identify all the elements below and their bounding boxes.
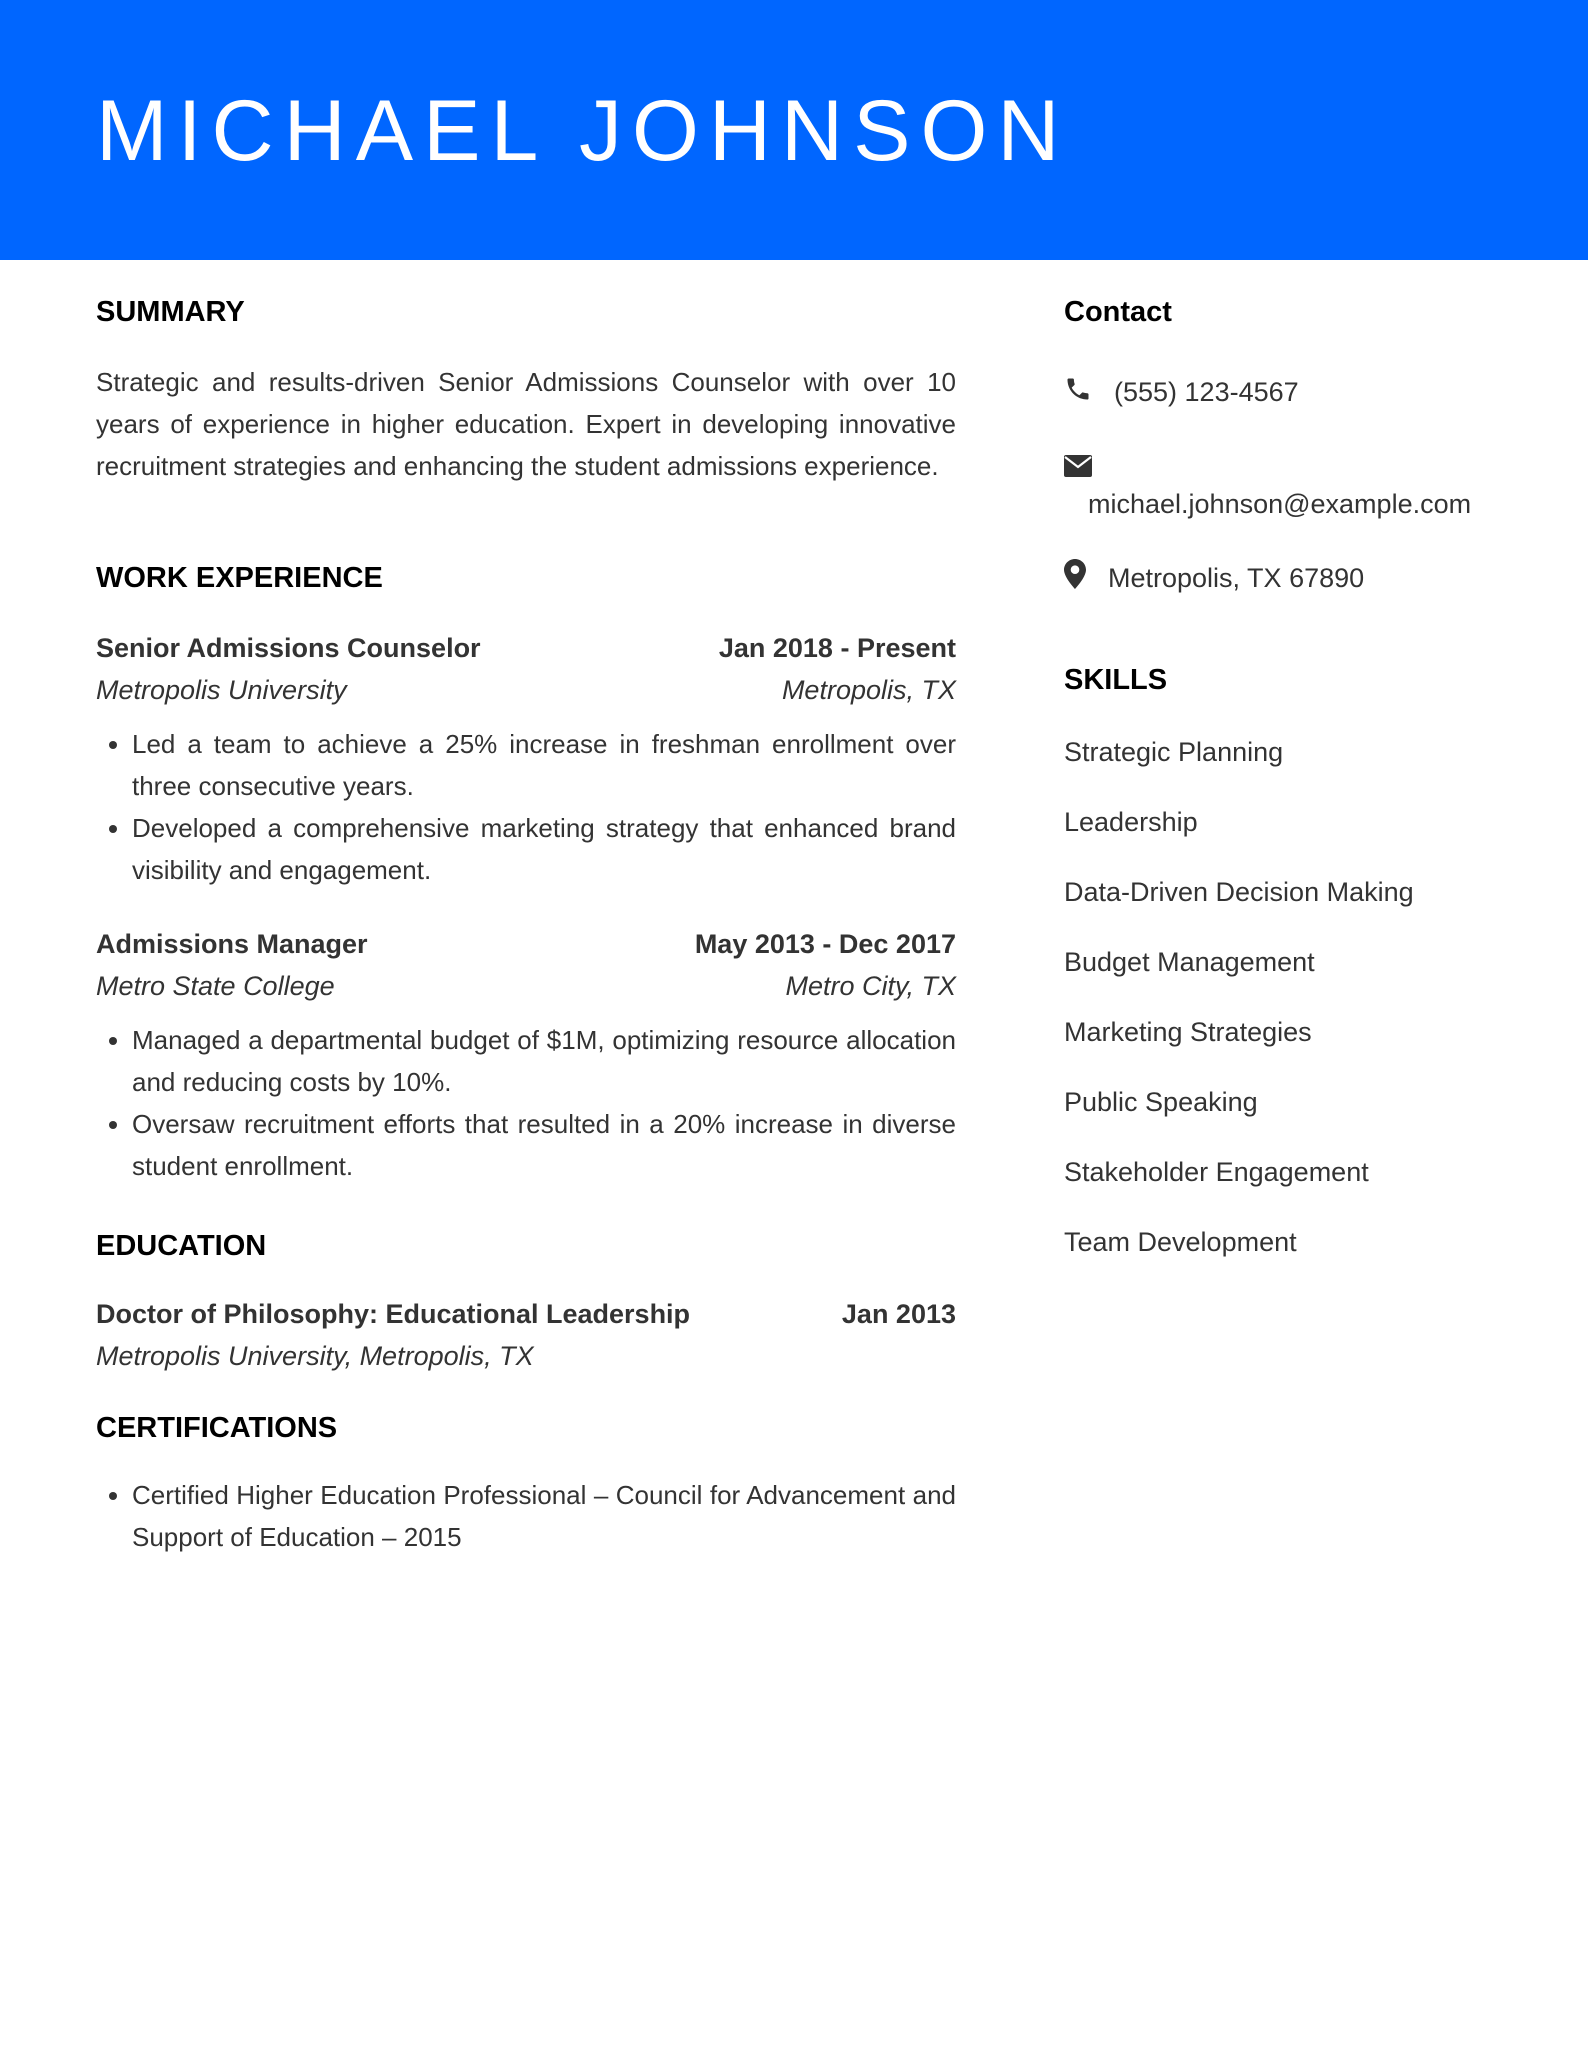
skills-heading: SKILLS [1064, 664, 1168, 696]
education-heading: EDUCATION [96, 1230, 267, 1262]
contact-email: michael.johnson@example.com [1088, 489, 1472, 519]
contact-phone [1064, 371, 1299, 415]
job-bullets [96, 723, 956, 891]
job-bullets [96, 1019, 956, 1187]
school-name: Metropolis University, Metropolis, TX [96, 1341, 534, 1371]
contact-location [1064, 557, 1364, 601]
job-organization: Metropolis University [96, 675, 347, 705]
location-text: Metropolis, TX 67890 [1108, 563, 1365, 593]
degree-title: Doctor of Philosophy: Educational Leadership [96, 1299, 691, 1329]
certifications-list [96, 1474, 956, 1558]
skill-item: Team Development [1064, 1227, 1297, 1257]
skills-list [1064, 731, 1414, 1291]
job-entry [96, 627, 956, 891]
summary-heading: SUMMARY [96, 296, 245, 328]
header-banner [0, 0, 1588, 260]
list-item: • Developed a comprehensive marketing strategy that enhanced brand visibility and engagement. [132, 807, 956, 891]
education-entry [96, 1293, 956, 1377]
map-pin-icon [1064, 559, 1094, 601]
degree-date: Jan 2013 [841, 1299, 956, 1329]
list-item: • Certified Higher Education Professional – Council for Advancement and Support of Education – 2015 [132, 1474, 956, 1558]
job-entry [96, 923, 956, 1187]
job-dates: Jan 2018 - Present [718, 633, 956, 663]
phone-number: (555) 123-4567 [1114, 377, 1299, 407]
phone-icon [1064, 373, 1094, 415]
skill-item: Stakeholder Engagement [1064, 1157, 1369, 1187]
skill-item: Public Speaking [1064, 1087, 1258, 1117]
job-location: Metropolis, TX [781, 675, 956, 705]
skill-item: Leadership [1064, 807, 1198, 837]
job-dates: May 2013 - Dec 2017 [694, 929, 956, 959]
skill-item: Data-Driven Decision Making [1064, 877, 1414, 907]
contact-heading: Contact [1064, 296, 1172, 328]
skill-item: Strategic Planning [1064, 737, 1284, 767]
job-title: Senior Admissions Counselor [96, 633, 481, 663]
list-item: • Oversaw recruitment efforts that resulted in a 20% increase in diverse student enrollment. [132, 1103, 956, 1187]
certifications-heading: CERTIFICATIONS [96, 1412, 338, 1444]
work-experience-heading: WORK EXPERIENCE [96, 562, 383, 594]
list-item: • Led a team to achieve a 25% increase in freshman enrollment over three consecutive years. [132, 723, 956, 807]
list-item: • Managed a departmental budget of $1M, optimizing resource allocation and reducing costs by 10%. [132, 1019, 956, 1103]
skill-item: Budget Management [1064, 947, 1315, 977]
candidate-name: MICHAEL JOHNSON [96, 83, 1070, 179]
summary-text: Strategic and results-driven Senior Admissions Counselor with over 10 years of experience in higher education. Expert in developing innovative recruitment strategies and enhancing the student admissions experience. [96, 367, 956, 481]
job-location: Metro City, TX [785, 971, 956, 1001]
job-title: Admissions Manager [96, 929, 368, 959]
job-organization: Metro State College [96, 971, 335, 1001]
skill-item: Marketing Strategies [1064, 1017, 1312, 1047]
